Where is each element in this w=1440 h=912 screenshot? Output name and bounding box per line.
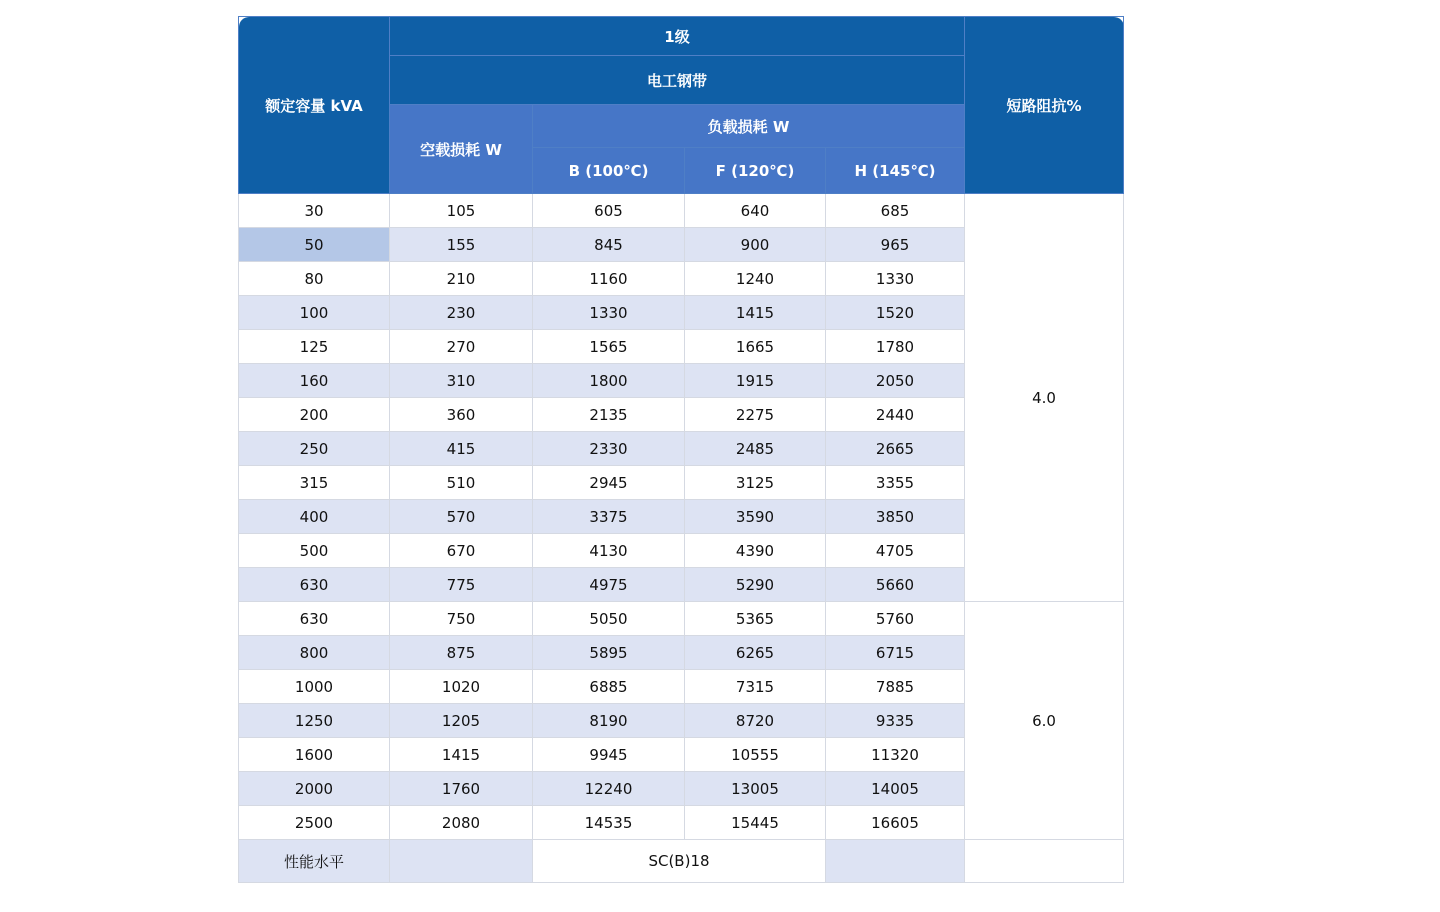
cell-load-f: 4390 xyxy=(685,534,826,568)
loss-table-container xyxy=(238,16,1123,883)
cell-load-b: 2330 xyxy=(533,432,685,466)
cell-load-h: 4705 xyxy=(826,534,965,568)
cell-load-b: 3375 xyxy=(533,500,685,534)
cell-no-load: 360 xyxy=(390,398,533,432)
header-temp-b: B (100℃) xyxy=(533,148,685,194)
cell-no-load: 570 xyxy=(390,500,533,534)
cell-capacity: 2500 xyxy=(239,806,390,840)
cell-capacity: 50 xyxy=(239,228,390,262)
cell-no-load: 875 xyxy=(390,636,533,670)
cell-load-f: 640 xyxy=(685,194,826,228)
cell-load-f: 8720 xyxy=(685,704,826,738)
cell-capacity: 125 xyxy=(239,330,390,364)
cell-load-b: 5895 xyxy=(533,636,685,670)
cell-load-h: 3355 xyxy=(826,466,965,500)
cell-capacity: 315 xyxy=(239,466,390,500)
cell-capacity: 2000 xyxy=(239,772,390,806)
header-temp-h: H (145℃) xyxy=(826,148,965,194)
cell-load-f: 6265 xyxy=(685,636,826,670)
cell-load-h: 965 xyxy=(826,228,965,262)
cell-load-b: 845 xyxy=(533,228,685,262)
cell-load-b: 1160 xyxy=(533,262,685,296)
cell-load-h: 1780 xyxy=(826,330,965,364)
header-temp-f: F (120℃) xyxy=(685,148,826,194)
cell-load-b: 4130 xyxy=(533,534,685,568)
cell-capacity: 630 xyxy=(239,568,390,602)
cell-no-load: 510 xyxy=(390,466,533,500)
cell-no-load: 155 xyxy=(390,228,533,262)
cell-load-f: 900 xyxy=(685,228,826,262)
table-row xyxy=(239,602,1124,636)
cell-no-load: 1415 xyxy=(390,738,533,772)
cell-load-f: 2275 xyxy=(685,398,826,432)
cell-no-load: 1020 xyxy=(390,670,533,704)
cell-load-h: 9335 xyxy=(826,704,965,738)
cell-load-b: 2135 xyxy=(533,398,685,432)
cell-capacity: 250 xyxy=(239,432,390,466)
cell-load-h: 11320 xyxy=(826,738,965,772)
cell-capacity: 400 xyxy=(239,500,390,534)
cell-load-h: 16605 xyxy=(826,806,965,840)
cell-load-f: 5365 xyxy=(685,602,826,636)
table-header xyxy=(239,17,1124,194)
cell-load-f: 2485 xyxy=(685,432,826,466)
cell-load-f: 1915 xyxy=(685,364,826,398)
header-impedance: 短路阻抗% xyxy=(965,17,1124,194)
cell-load-h: 1330 xyxy=(826,262,965,296)
footer-empty-cell xyxy=(826,840,965,883)
cell-load-b: 8190 xyxy=(533,704,685,738)
header-load-loss: 负载损耗 W xyxy=(533,105,965,148)
cell-no-load: 775 xyxy=(390,568,533,602)
footer-empty-cell xyxy=(390,840,533,883)
cell-load-h: 2440 xyxy=(826,398,965,432)
cell-capacity: 800 xyxy=(239,636,390,670)
cell-load-f: 1415 xyxy=(685,296,826,330)
cell-load-h: 6715 xyxy=(826,636,965,670)
cell-load-b: 5050 xyxy=(533,602,685,636)
cell-load-h: 2665 xyxy=(826,432,965,466)
cell-capacity: 80 xyxy=(239,262,390,296)
header-grade: 1级 xyxy=(390,17,965,56)
cell-load-f: 10555 xyxy=(685,738,826,772)
cell-capacity: 630 xyxy=(239,602,390,636)
cell-capacity: 1600 xyxy=(239,738,390,772)
cell-no-load: 230 xyxy=(390,296,533,330)
footer-empty-cell xyxy=(965,840,1124,883)
cell-load-b: 605 xyxy=(533,194,685,228)
cell-load-b: 1565 xyxy=(533,330,685,364)
cell-load-b: 14535 xyxy=(533,806,685,840)
cell-load-h: 2050 xyxy=(826,364,965,398)
cell-no-load: 310 xyxy=(390,364,533,398)
footer-label: 性能水平 xyxy=(239,840,390,883)
cell-load-h: 1520 xyxy=(826,296,965,330)
cell-load-f: 5290 xyxy=(685,568,826,602)
footer-row xyxy=(239,840,1124,883)
cell-impedance-group-1: 4.0 xyxy=(965,194,1124,602)
table-row xyxy=(239,194,1124,228)
cell-load-h: 5760 xyxy=(826,602,965,636)
cell-no-load: 270 xyxy=(390,330,533,364)
cell-load-b: 1330 xyxy=(533,296,685,330)
cell-no-load: 415 xyxy=(390,432,533,466)
cell-load-f: 3590 xyxy=(685,500,826,534)
cell-capacity: 100 xyxy=(239,296,390,330)
cell-capacity: 200 xyxy=(239,398,390,432)
cell-no-load: 2080 xyxy=(390,806,533,840)
cell-capacity: 160 xyxy=(239,364,390,398)
cell-load-b: 1800 xyxy=(533,364,685,398)
cell-capacity: 1250 xyxy=(239,704,390,738)
cell-capacity: 30 xyxy=(239,194,390,228)
cell-capacity: 500 xyxy=(239,534,390,568)
cell-no-load: 670 xyxy=(390,534,533,568)
cell-load-f: 15445 xyxy=(685,806,826,840)
cell-no-load: 210 xyxy=(390,262,533,296)
table-body xyxy=(239,194,1124,883)
header-material: 电工钢带 xyxy=(390,56,965,105)
cell-load-b: 12240 xyxy=(533,772,685,806)
cell-load-b: 2945 xyxy=(533,466,685,500)
header-capacity: 额定容量 kVA xyxy=(239,17,390,194)
cell-load-b: 6885 xyxy=(533,670,685,704)
cell-load-f: 1240 xyxy=(685,262,826,296)
cell-load-f: 7315 xyxy=(685,670,826,704)
transformer-loss-table xyxy=(238,16,1124,883)
cell-load-h: 685 xyxy=(826,194,965,228)
cell-load-h: 14005 xyxy=(826,772,965,806)
cell-load-h: 5660 xyxy=(826,568,965,602)
cell-no-load: 1760 xyxy=(390,772,533,806)
cell-load-h: 3850 xyxy=(826,500,965,534)
cell-load-h: 7885 xyxy=(826,670,965,704)
cell-impedance-group-2: 6.0 xyxy=(965,602,1124,840)
cell-capacity: 1000 xyxy=(239,670,390,704)
cell-load-f: 13005 xyxy=(685,772,826,806)
cell-no-load: 750 xyxy=(390,602,533,636)
cell-load-b: 4975 xyxy=(533,568,685,602)
cell-load-b: 9945 xyxy=(533,738,685,772)
cell-no-load: 105 xyxy=(390,194,533,228)
cell-load-f: 3125 xyxy=(685,466,826,500)
header-no-load-loss: 空载损耗 W xyxy=(390,105,533,194)
cell-load-f: 1665 xyxy=(685,330,826,364)
cell-no-load: 1205 xyxy=(390,704,533,738)
footer-performance-level: SC(B)18 xyxy=(533,840,826,883)
